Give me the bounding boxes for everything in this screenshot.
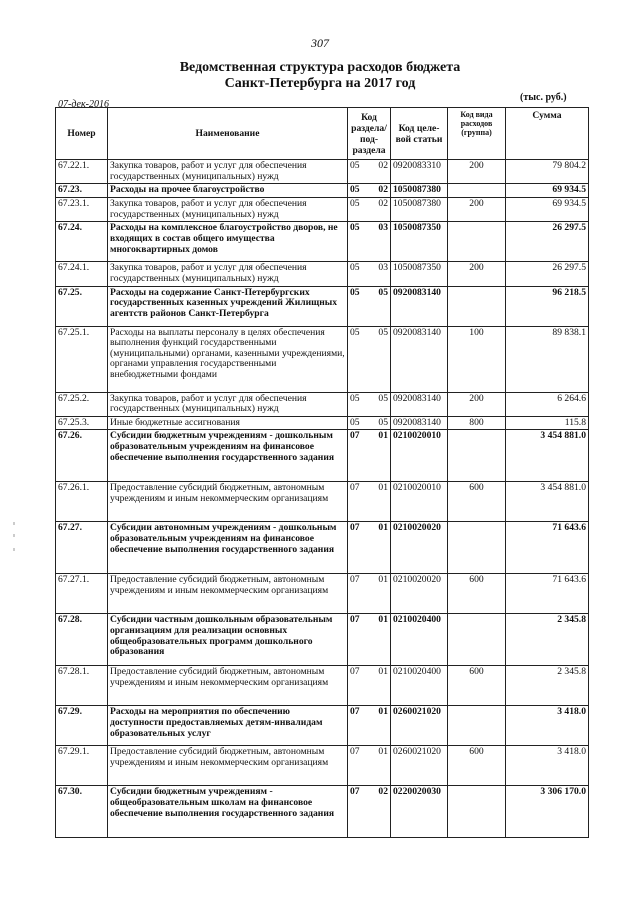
row-kind-code bbox=[448, 614, 506, 666]
row-number: 67.29.1. bbox=[56, 746, 108, 786]
row-section-code: 05 bbox=[348, 160, 366, 184]
row-kind-code bbox=[448, 222, 506, 262]
header-kind: Код вида расходов (группа) bbox=[448, 108, 506, 160]
row-sum: 71 643.6 bbox=[506, 522, 589, 574]
row-target-code: 0210020010 bbox=[391, 430, 448, 482]
row-target-code: 0210020020 bbox=[391, 574, 448, 614]
table-row bbox=[56, 706, 589, 746]
row-section-code: 07 bbox=[348, 746, 366, 786]
row-sum: 2 345.8 bbox=[506, 614, 589, 666]
row-kind-code: 600 bbox=[448, 746, 506, 786]
row-name: Расходы на содержание Санкт-Петербургских государственных казенных учреждений Жилищных агентств районов Санкт-Петербурга bbox=[108, 286, 348, 326]
row-subsection-code: 01 bbox=[366, 522, 391, 574]
row-subsection-code: 03 bbox=[366, 262, 391, 286]
title-line-1: Ведомственная структура расходов бюджета bbox=[179, 60, 461, 75]
row-section-code: 05 bbox=[348, 222, 366, 262]
row-section-code: 07 bbox=[348, 522, 366, 574]
row-section-code: 07 bbox=[348, 666, 366, 706]
row-kind-code: 200 bbox=[448, 160, 506, 184]
row-subsection-code: 01 bbox=[366, 614, 391, 666]
row-name: Расходы на мероприятия по обеспечению доступности предоставляемых детям-инвалидам образовательных услуг bbox=[108, 706, 348, 746]
row-number: 67.28. bbox=[56, 614, 108, 666]
row-sum: 89 838.1 bbox=[506, 326, 589, 392]
row-kind-code: 200 bbox=[448, 392, 506, 416]
row-sum: 115.8 bbox=[506, 416, 589, 430]
row-name: Закупка товаров, работ и услуг для обеспечения государственных (муниципальных) нужд bbox=[108, 198, 348, 222]
document-title bbox=[0, 60, 640, 92]
row-subsection-code: 01 bbox=[366, 482, 391, 522]
header-name: Наименование bbox=[108, 108, 348, 160]
table-row bbox=[56, 198, 589, 222]
row-subsection-code: 01 bbox=[366, 706, 391, 746]
row-name: Закупка товаров, работ и услуг для обеспечения государственных (муниципальных) нужд bbox=[108, 262, 348, 286]
row-subsection-code: 01 bbox=[366, 666, 391, 706]
row-section-code: 07 bbox=[348, 574, 366, 614]
row-target-code: 0920083140 bbox=[391, 392, 448, 416]
row-sum: 3 418.0 bbox=[506, 746, 589, 786]
row-number: 67.25. bbox=[56, 286, 108, 326]
row-subsection-code: 05 bbox=[366, 392, 391, 416]
table-row bbox=[56, 160, 589, 184]
row-name: Предоставление субсидий бюджетным, автономным учреждениям и иным некоммерческим организациям bbox=[108, 574, 348, 614]
row-section-code: 07 bbox=[348, 482, 366, 522]
row-subsection-code: 02 bbox=[366, 198, 391, 222]
row-subsection-code: 03 bbox=[366, 222, 391, 262]
row-number: 67.28.1. bbox=[56, 666, 108, 706]
table-row bbox=[56, 786, 589, 838]
row-kind-code: 600 bbox=[448, 482, 506, 522]
row-section-code: 07 bbox=[348, 786, 366, 838]
row-target-code: 1050087350 bbox=[391, 262, 448, 286]
row-section-code: 07 bbox=[348, 430, 366, 482]
row-kind-code bbox=[448, 184, 506, 198]
budget-table bbox=[55, 107, 589, 838]
row-subsection-code: 02 bbox=[366, 184, 391, 198]
row-sum: 96 218.5 bbox=[506, 286, 589, 326]
row-subsection-code: 02 bbox=[366, 786, 391, 838]
row-target-code: 0920083310 bbox=[391, 160, 448, 184]
row-number: 67.30. bbox=[56, 786, 108, 838]
table-body bbox=[56, 160, 589, 838]
row-number: 67.27.1. bbox=[56, 574, 108, 614]
row-sum: 69 934.5 bbox=[506, 184, 589, 198]
row-section-code: 05 bbox=[348, 416, 366, 430]
row-section-code: 05 bbox=[348, 326, 366, 392]
table-row bbox=[56, 482, 589, 522]
row-subsection-code: 05 bbox=[366, 326, 391, 392]
row-target-code: 0260021020 bbox=[391, 706, 448, 746]
table-row bbox=[56, 746, 589, 786]
row-subsection-code: 01 bbox=[366, 430, 391, 482]
row-number: 67.22.1. bbox=[56, 160, 108, 184]
row-subsection-code: 01 bbox=[366, 574, 391, 614]
table-row bbox=[56, 614, 589, 666]
scan-marks bbox=[12, 522, 16, 562]
row-kind-code: 600 bbox=[448, 574, 506, 614]
table-row bbox=[56, 392, 589, 416]
row-section-code: 07 bbox=[348, 614, 366, 666]
row-number: 67.24.1. bbox=[56, 262, 108, 286]
row-sum: 79 804.2 bbox=[506, 160, 589, 184]
row-number: 67.25.2. bbox=[56, 392, 108, 416]
row-target-code: 0210020020 bbox=[391, 522, 448, 574]
row-sum: 69 934.5 bbox=[506, 198, 589, 222]
row-sum: 2 345.8 bbox=[506, 666, 589, 706]
row-kind-code bbox=[448, 706, 506, 746]
table-row bbox=[56, 416, 589, 430]
row-number: 67.25.1. bbox=[56, 326, 108, 392]
table-row bbox=[56, 326, 589, 392]
row-name: Иные бюджетные ассигнования bbox=[108, 416, 348, 430]
row-number: 67.24. bbox=[56, 222, 108, 262]
row-number: 67.26.1. bbox=[56, 482, 108, 522]
row-number: 67.26. bbox=[56, 430, 108, 482]
row-number: 67.23. bbox=[56, 184, 108, 198]
row-target-code: 0920083140 bbox=[391, 326, 448, 392]
row-name: Предоставление субсидий бюджетным, автономным учреждениям и иным некоммерческим организациям bbox=[108, 482, 348, 522]
row-kind-code bbox=[448, 786, 506, 838]
table-row bbox=[56, 262, 589, 286]
row-sum: 71 643.6 bbox=[506, 574, 589, 614]
table-row bbox=[56, 286, 589, 326]
row-kind-code bbox=[448, 522, 506, 574]
table-row bbox=[56, 666, 589, 706]
row-sum: 3 454 881.0 bbox=[506, 482, 589, 522]
row-kind-code: 800 bbox=[448, 416, 506, 430]
row-target-code: 0210020400 bbox=[391, 614, 448, 666]
page-number: 307 bbox=[311, 36, 329, 50]
row-section-code: 05 bbox=[348, 198, 366, 222]
units-label: (тыс. руб.) bbox=[520, 92, 567, 103]
row-target-code: 0210020400 bbox=[391, 666, 448, 706]
row-name: Расходы на прочее благоустройство bbox=[108, 184, 348, 198]
row-subsection-code: 02 bbox=[366, 160, 391, 184]
row-name: Закупка товаров, работ и услуг для обеспечения государственных (муниципальных) нужд bbox=[108, 392, 348, 416]
row-name: Расходы на выплаты персоналу в целях обеспечения выполнения функций государственными (муниципальными) органами, казенными учреждениями, органами управления государственными внебюджетными фондами bbox=[108, 326, 348, 392]
row-kind-code: 600 bbox=[448, 666, 506, 706]
row-number: 67.23.1. bbox=[56, 198, 108, 222]
row-target-code: 1050087380 bbox=[391, 184, 448, 198]
row-subsection-code: 05 bbox=[366, 286, 391, 326]
row-target-code: 0210020010 bbox=[391, 482, 448, 522]
row-subsection-code: 01 bbox=[366, 746, 391, 786]
row-sum: 3 454 881.0 bbox=[506, 430, 589, 482]
row-kind-code: 200 bbox=[448, 262, 506, 286]
table-row bbox=[56, 522, 589, 574]
row-kind-code: 200 bbox=[448, 198, 506, 222]
table-row bbox=[56, 184, 589, 198]
table-header-row bbox=[56, 108, 589, 160]
row-subsection-code: 05 bbox=[366, 416, 391, 430]
row-target-code: 0260021020 bbox=[391, 746, 448, 786]
row-name: Субсидии автономным учреждениям - дошкольным образовательным учреждениям на финансовое обеспечение выполнения государственного задания bbox=[108, 522, 348, 574]
row-sum: 6 264.6 bbox=[506, 392, 589, 416]
row-name: Субсидии бюджетным учреждениям - общеобразовательным школам на финансовое обеспечение выполнения государственного задания bbox=[108, 786, 348, 838]
row-name: Предоставление субсидий бюджетным, автономным учреждениям и иным некоммерческим организациям bbox=[108, 666, 348, 706]
row-name: Субсидии частным дошкольным образовательным организациям для реализации основных общеобразовательных программ дошкольного образования bbox=[108, 614, 348, 666]
row-section-code: 07 bbox=[348, 706, 366, 746]
row-target-code: 0220020030 bbox=[391, 786, 448, 838]
row-sum: 3 418.0 bbox=[506, 706, 589, 746]
row-kind-code bbox=[448, 430, 506, 482]
header-section: Код раздела/ под- раздела bbox=[348, 108, 391, 160]
table-row bbox=[56, 222, 589, 262]
row-target-code: 0920083140 bbox=[391, 416, 448, 430]
header-target: Код целе- вой статьи bbox=[391, 108, 448, 160]
row-target-code: 0920083140 bbox=[391, 286, 448, 326]
row-section-code: 05 bbox=[348, 286, 366, 326]
row-kind-code: 100 bbox=[448, 326, 506, 392]
title-line-2: Санкт-Петербурга на 2017 год bbox=[224, 76, 416, 91]
row-sum: 26 297.5 bbox=[506, 262, 589, 286]
row-sum: 3 306 170.0 bbox=[506, 786, 589, 838]
row-number: 67.29. bbox=[56, 706, 108, 746]
row-name: Субсидии бюджетным учреждениям - дошкольным образовательным учреждениям на финансовое обеспечение выполнения государственного задания bbox=[108, 430, 348, 482]
row-section-code: 05 bbox=[348, 392, 366, 416]
table-row bbox=[56, 574, 589, 614]
header-sum: Сумма bbox=[506, 108, 589, 160]
row-sum: 26 297.5 bbox=[506, 222, 589, 262]
row-target-code: 1050087380 bbox=[391, 198, 448, 222]
row-number: 67.27. bbox=[56, 522, 108, 574]
document-date: 07-дек-2016 bbox=[58, 99, 109, 110]
header-number: Номер bbox=[56, 108, 108, 160]
row-name: Закупка товаров, работ и услуг для обеспечения государственных (муниципальных) нужд bbox=[108, 160, 348, 184]
row-number: 67.25.3. bbox=[56, 416, 108, 430]
table-row bbox=[56, 430, 589, 482]
row-section-code: 05 bbox=[348, 262, 366, 286]
row-section-code: 05 bbox=[348, 184, 366, 198]
row-target-code: 1050087350 bbox=[391, 222, 448, 262]
row-kind-code bbox=[448, 286, 506, 326]
row-name: Предоставление субсидий бюджетным, автономным учреждениям и иным некоммерческим организациям bbox=[108, 746, 348, 786]
row-name: Расходы на комплексное благоустройство дворов, не входящих в состав общего имущества многоквартирных домов bbox=[108, 222, 348, 262]
